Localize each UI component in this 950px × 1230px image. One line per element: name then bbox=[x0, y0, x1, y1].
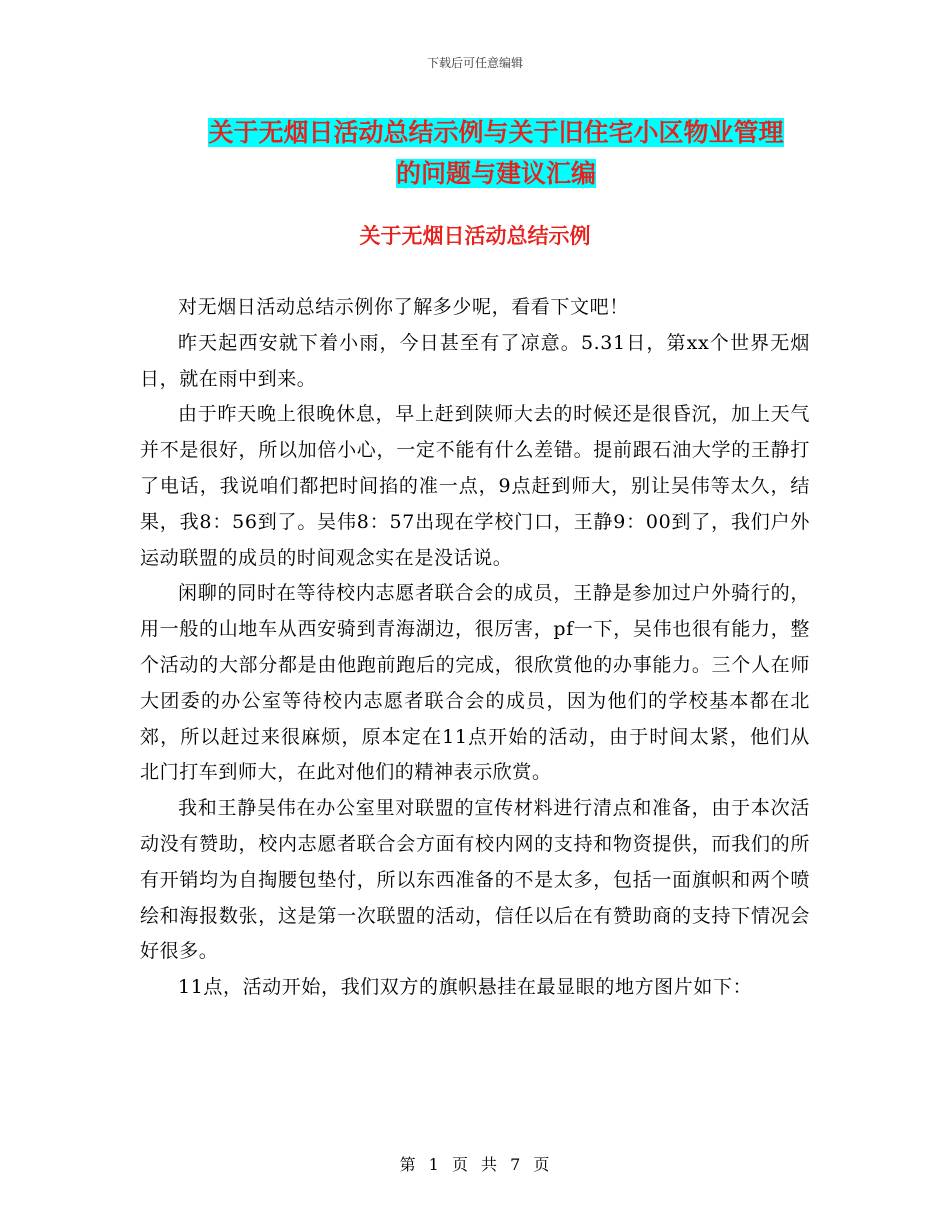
paragraph: 昨天起西安就下着小雨，今日甚至有了凉意。5.31日，第xx个世界无烟日，就在雨中到来。 bbox=[140, 331, 810, 390]
paragraph: 闲聊的同时在等待校内志愿者联合会的成员，王静是参加过户外骑行的，用一般的山地车从西安骑到青海湖边，很厉害，pf一下，吴伟也很有能力，整个活动的大部分都是由他跑前跑后的完成，很欣赏他的办事能力。三个人在师大团委的办公室等待校内志愿者联合会的成员，因为他们的学校基本都在北郊，所以赶过来很麻烦，原本定在11点开始的活动，由于时间太紧，他们从北门打车到师大，在此对他们的精神表示欣赏。 bbox=[140, 582, 810, 784]
paragraph: 11点，活动开始，我们双方的旗帜悬挂在最显眼的地方图片如下： bbox=[178, 976, 753, 999]
page-footer: 第 1 页 共 7 页 bbox=[399, 1155, 551, 1174]
paragraph: 我和王静吴伟在办公室里对联盟的宣传材料进行清点和准备，由于本次活动没有赞助，校内志愿者联合会方面有校内网的支持和物资提供，而我们的所有开销均为自掏腰包垫付，所以东西准备的不是太多，包括一面旗帜和两个喷绘和海报数张，这是第一次联盟的活动，信任以后在有赞助商的支持下情况会好很多。 bbox=[140, 797, 810, 963]
page-header-note: 下载后可任意编辑 bbox=[426, 56, 523, 70]
paragraph: 由于昨天晚上很晚休息，早上赶到陕师大去的时候还是很昏沉，加上天气并不是很好，所以加倍小心，一定不能有什么差错。提前跟石油大学的王静打了电话，我说咱们都把时间掐的准一点，9点赶到师大，别让吴伟等太久，结果，我8：56到了。吴伟8：57出现在学校门口，王静9：00到了，我们户外运动联盟的成员的时间观念实在是没话说。 bbox=[140, 403, 810, 569]
document-title-line-2: 的问题与建议汇编 bbox=[395, 159, 596, 188]
document-body bbox=[140, 290, 810, 1006]
document-title bbox=[190, 112, 802, 194]
document-title-line-1: 关于无烟日活动总结示例与关于旧住宅小区物业管理 bbox=[208, 118, 784, 147]
section-title: 关于无烟日活动总结示例 bbox=[359, 224, 591, 248]
paragraph: 对无烟日活动总结示例你了解多少呢，看看下文吧！ bbox=[178, 296, 629, 318]
